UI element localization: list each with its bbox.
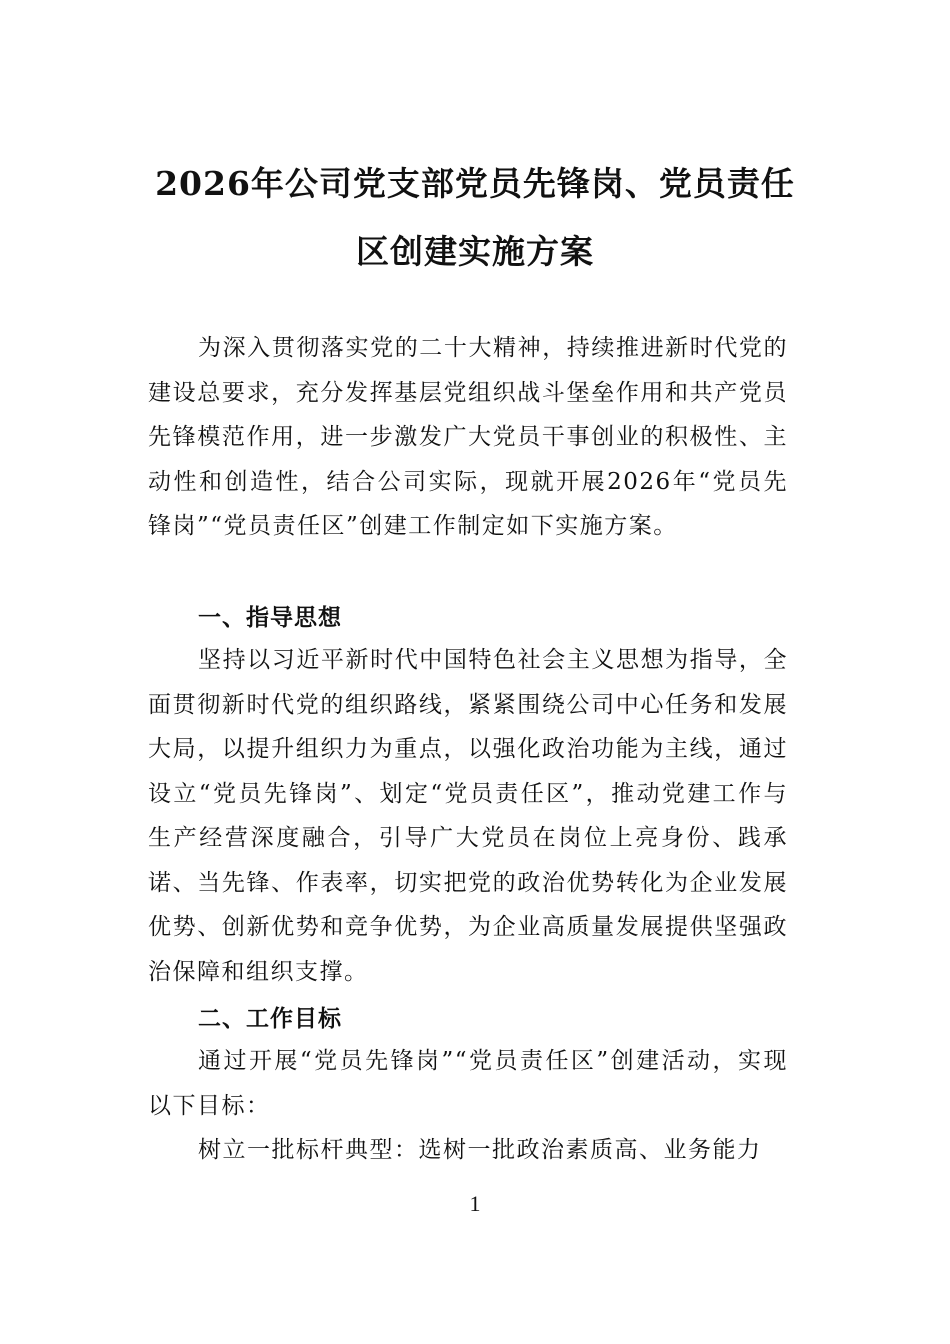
guiding-ideology-paragraph: 坚持以习近平新时代中国特色社会主义思想为指导，全面贯彻新时代党的组织路线，紧紧围绕公司中心任务和发展大局，以提升组织力为重点，以强化政治功能为主线，通过设立“党员先锋岗”、划定“党员责任区”，推动党建工作与生产经营深度融合，引导广大党员在岗位上亮身份、践承诺、当先锋、作表率，切实把党的政治优势转化为企业发展优势、创新优势和竞争优势，为企业高质量发展提供坚强政治保障和组织支撑。 (148, 647, 788, 985)
document-title-line-2: 区创建实施方案 (356, 232, 594, 271)
section-heading-work-goals: 二、工作目标 (198, 1006, 342, 1032)
intro-paragraph: 为深入贯彻落实党的二十大精神，持续推进新时代党的建设总要求，充分发挥基层党组织战斗堡垒作用和共产党员先锋模范作用，进一步激发广大党员干事创业的积极性、主动性和创造性，结合公司实际，现就开展2026年“党员先锋岗”“党员责任区”创建工作制定如下实施方案。 (148, 335, 788, 539)
section-heading-guiding-ideology: 一、指导思想 (198, 605, 342, 631)
work-goals-item-paragraph: 树立一批标杆典型：选树一批政治素质高、业务能力 (198, 1137, 762, 1163)
work-goals-paragraph: 通过开展“党员先锋岗”“党员责任区”创建活动，实现以下目标： (148, 1048, 788, 1119)
page-number: 1 (469, 1191, 481, 1216)
document-title-line-1: 2026年公司党支部党员先锋岗、党员责任 (155, 164, 795, 203)
